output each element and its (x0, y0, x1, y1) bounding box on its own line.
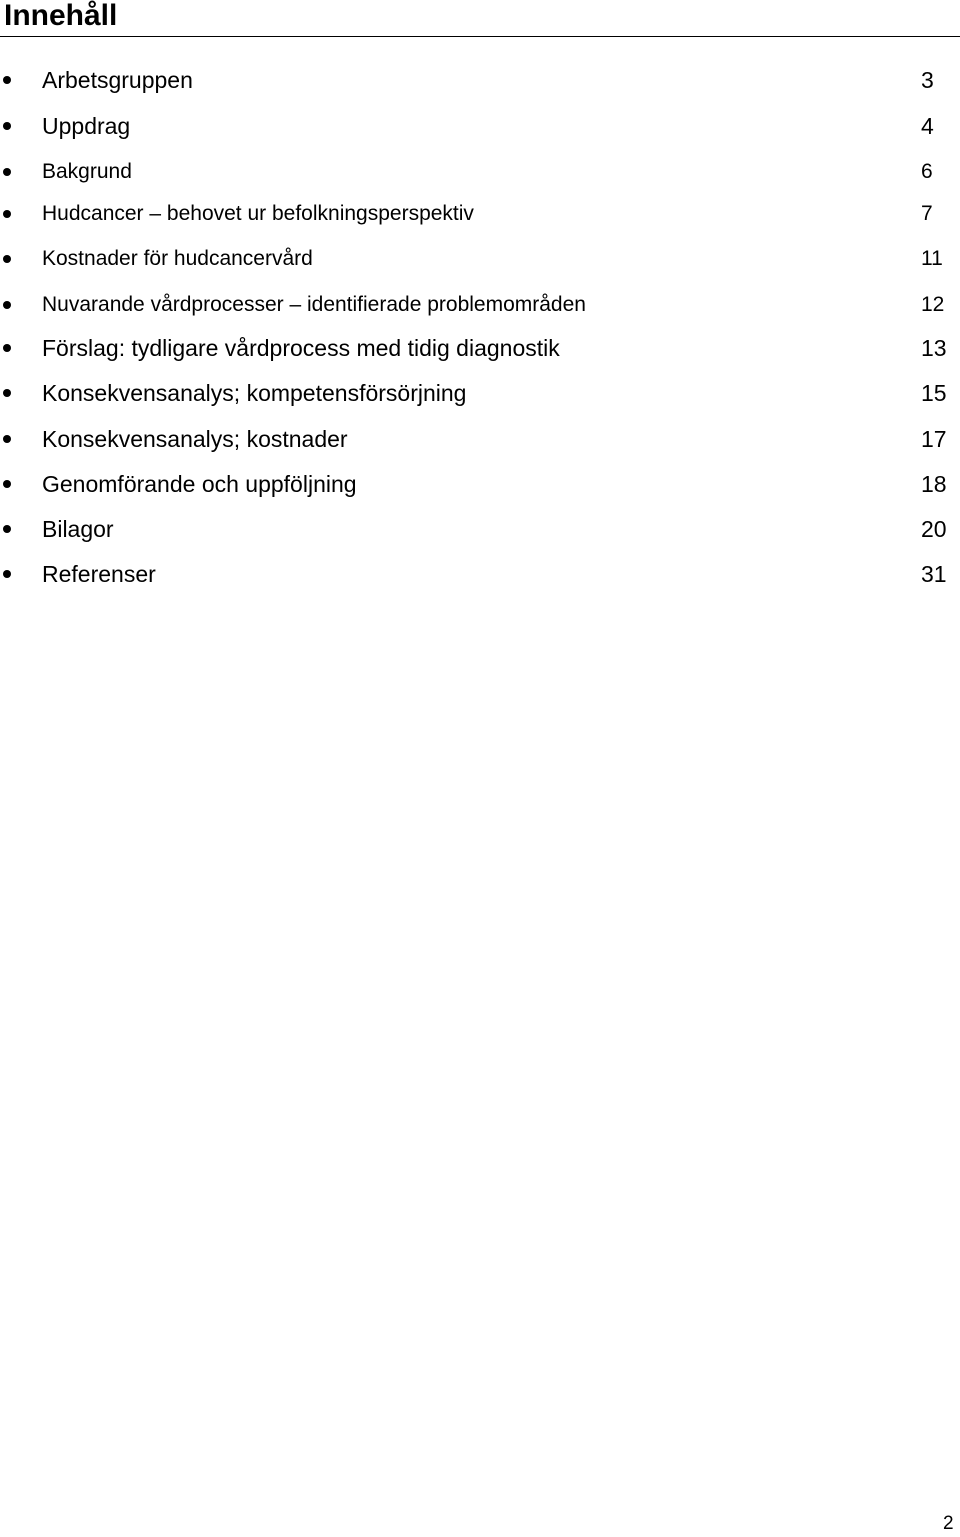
toc-entry-page: 6 (921, 160, 933, 183)
bullet-icon (3, 525, 11, 533)
toc-entry-page: 20 (921, 516, 947, 542)
toc-entry[interactable] (0, 111, 960, 141)
bullet-icon (3, 210, 11, 218)
bullet-icon (3, 389, 11, 397)
toc-entry[interactable] (0, 424, 960, 454)
toc-entry-page: 11 (921, 247, 943, 270)
bullet-icon (3, 255, 11, 263)
toc-entry-page: 18 (921, 471, 947, 497)
page-title: Innehåll (4, 0, 118, 32)
toc-entry[interactable] (0, 244, 960, 274)
toc-entry[interactable] (0, 157, 960, 187)
toc-entry-label: Arbetsgruppen (42, 67, 193, 93)
toc-entry-label: Konsekvensanalys; kompetensförsörjning (42, 380, 467, 406)
toc-entry[interactable] (0, 378, 960, 408)
toc-entry-label: Bilagor (42, 516, 114, 542)
toc-entry[interactable] (0, 514, 960, 544)
toc-entry-page: 12 (921, 293, 945, 316)
bullet-icon (3, 435, 11, 443)
toc-entry-label: Uppdrag (42, 113, 131, 139)
toc-entry-label: Kostnader för hudcancervård (42, 247, 313, 270)
bullet-icon (3, 301, 11, 309)
toc-entry-page: 13 (921, 335, 947, 361)
title-divider (0, 36, 960, 37)
toc-entry[interactable] (0, 469, 960, 499)
toc-entry-page: 31 (921, 561, 947, 587)
toc-entry-page: 4 (921, 113, 934, 139)
toc-entry[interactable] (0, 65, 960, 95)
toc-entry[interactable] (0, 333, 960, 363)
toc-entry-label: Referenser (42, 561, 156, 587)
toc-entry-page: 17 (921, 426, 947, 452)
toc-entry[interactable] (0, 199, 960, 229)
bullet-icon (3, 480, 11, 488)
bullet-icon (3, 122, 11, 130)
bullet-icon (3, 168, 11, 176)
toc-entry-label: Nuvarande vårdprocesser – identifierade problemområden (42, 293, 586, 316)
toc-entry-label: Konsekvensanalys; kostnader (42, 426, 348, 452)
toc-entry-page: 7 (921, 202, 933, 225)
toc-entry[interactable] (0, 290, 960, 320)
page-number: 2 (943, 1513, 954, 1534)
toc-entry-page: 3 (921, 67, 934, 93)
toc-entry-label: Genomförande och uppföljning (42, 471, 357, 497)
toc-entry-label: Hudcancer – behovet ur befolkningsperspektiv (42, 202, 474, 225)
bullet-icon (3, 76, 11, 84)
toc-entry-label: Bakgrund (42, 160, 132, 183)
bullet-icon (3, 570, 11, 578)
toc-entry-label: Förslag: tydligare vårdprocess med tidig diagnostik (42, 335, 560, 361)
bullet-icon (3, 344, 11, 352)
toc-entry-page: 15 (921, 380, 947, 406)
toc-entry[interactable] (0, 559, 960, 589)
